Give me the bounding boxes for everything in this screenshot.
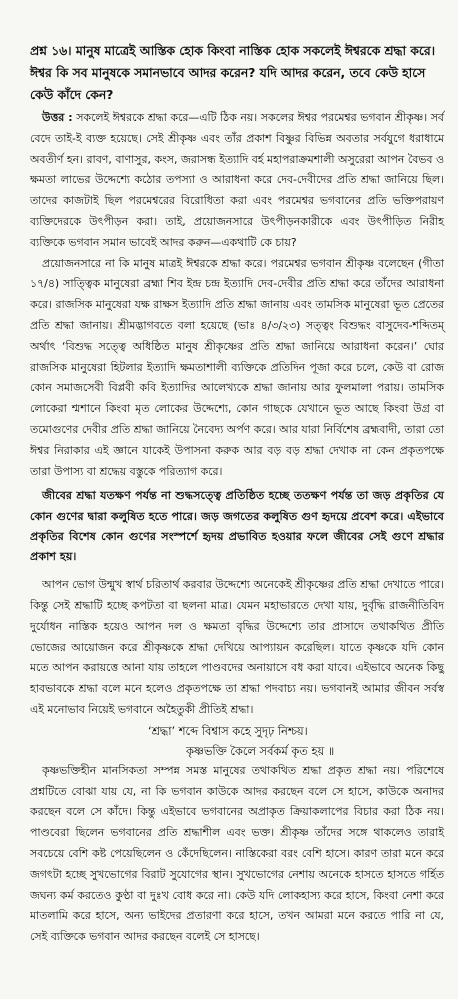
question-number: প্রশ্ন ১৬। — [30, 44, 72, 58]
question — [30, 40, 444, 106]
verse-line-1: ‘শ্রদ্ধা’ শব্দে বিশ্বাস কহে সুদৃঢ় নিশ্চয়। — [148, 723, 308, 738]
verse-line-2: কৃষ্ণভক্তি কৈলে সর্বকর্ম কৃত হয় ॥ — [186, 743, 335, 758]
answer-paragraph-1 — [30, 108, 444, 254]
question-text: মানুষ মাত্রেই আস্তিক হোক কিংবা নাস্তিক হোক সকলেই ঈশ্বরকে শ্রদ্ধা করে। ঈশ্বর কি সব মানুষকে সমানভাবে আদর করেন? যদি আদর করেন, তবে কেউ হাসে কেউ কাঁদে কেন? — [30, 44, 435, 102]
answer-paragraph-3: জীবের শ্রদ্ধা যতক্ষণ পর্যন্ত না শুদ্ধসত্ত্বে প্রতিষ্ঠিত হচ্ছে ততক্ষণ পর্যন্ত তা জড় প্রকৃতির যে কোন গুণের দ্বারা কলুষিত হতে পারে। জড় জগতের কলুষিত গুণ হৃদয়ে প্রবেশ করে। এইভাবে প্রকৃতির বিশেষ কোন গুণের সংস্পর্শে হৃদয় প্রভাবিত হওয়ার ফলে জীবের সেই গুণে শ্রদ্ধার প্রকাশ হয়। — [30, 489, 444, 563]
answer-paragraph-4: আপন ভোগ উন্মুখ স্বার্থ চরিতার্থ করবার উদ্দেশ্যে অনেকেই শ্রীকৃষ্ণের প্রতি শ্রদ্ধা দেখাতে পারে। কিন্তু সেই শ্রদ্ধাটি হচ্ছে কপটতা বা ছলনা মাত্র। যেমন মহাভারতে দেখা যায়, দুর্বৃদ্ধি রাজনীতিবিদ দুর্যোধন নাস্তিক হয়েও আপন দল ও ক্ষমতা বৃদ্ধির উদ্দেশ্যে তার প্রাসাদে তথাকথিত প্রীতি ভোজের আয়োজন করে শ্রীকৃষ্ণকে শ্রদ্ধা দেখিয়ে আপ্যায়ন করেছিল। যাতে কৃষ্ণকে যদি কোন মতে আপন করায়ত্তে আনা যায় তাহলে পাণ্ডবদের অনায়াসে বধ করা যাবে। এইভাবে অনেক কিছু হাবভাবকে শ্রদ্ধা বলে মনে হলেও প্রকৃতপক্ষে তা শ্রদ্ধা পদবাচ্য নয়। ভগবানই আমার জীবন সর্বস্ব এই মনোভাব নিয়েই ভগবানে অহৈতুকী প্রীতিই শ্রদ্ধা। — [30, 578, 444, 716]
answer-p1-text: সকলেই ঈশ্বরকে শ্রদ্ধা করে—এটি ঠিক নয়। সকলের ঈশ্বর পরমেশ্বর ভগবান শ্রীকৃষ্ণ। সর্ব বেদে তাই-ই ব্যক্ত হয়েছে। সেই শ্রীকৃষ্ণ এবং তাঁর প্রকাশ বিষ্ণুর বিভিন্ন অবতার সর্বযুগে ধরাধামে অবতীর্ণ হন। রাবণ, বাণাসুর, কংস, জরাসন্ধ ইত্যাদি বর্হ মহাপরাক্রমশালী অসুরেরা আপন বৈভব ও ক্ষমতা লাভের উদ্দেশ্যে কঠোর তপস্যা ও আরাধনা করে দেব-দেবীদের প্রতি শ্রদ্ধা জানিয়ে ছিল। তাদের কাজটাই ছিল পরমেশ্বরের বিরোধিতা করা এবং পরমেশ্বর ভগবানের প্রতি ভক্তিপরায়ণ ব্যক্তিদেরকে উৎপীড়ন করা। তাই, প্রয়োজনসারে উৎপীড়নকারীকে এবং উৎপীড়িত নিরীহ ব্যক্তিকে ভগবান সমান ভাবেই আদর করুন—একথাটি কে চায়? — [30, 111, 445, 249]
answer-paragraph-5: কৃষ্ণভক্তিহীন মানসিকতা সম্পন্ন সমস্ত মানুষের তথাকথিত শ্রদ্ধা প্রকৃত শ্রদ্ধা নয়। পরিশেষে প্রশ্নটিতে বোঝা যায় যে, না কি ভগবান কাউকে আদর করছেন বলে সে হাসে, কাউকে অনাদর করছেন বলে সে কাঁদে। কিন্তু এইভাবে ভগবানের অপ্রাকৃত ক্রিয়াকলাপের বিচার করা ঠিক নয়। পাণ্ডবেরা ছিলেন ভগবানের প্রতি শ্রদ্ধাশীল এবং ভক্ত। শ্রীকৃষ্ণ তাঁদের সঙ্গে থাকলেও তারাই সবচেয়ে বেশি কষ্ট পেয়েছিলেন ও কেঁদেছিলেন। নাস্তিকেরা বরং বেশি হাসে। কারণ তারা মনে করে জগৎটা হচ্ছে সুখভোগের বিরাট সুযোগের স্থান। সুখভোগের নেশায় অনেকে হাসতে হাসতে গর্হিত জঘন্য কর্ম করতেও কুণ্ঠা বা দুঃখ বোধ করে না। কেউ যদি লোকহাস্য করে হাসে, কিংবা নেশা করে মাতলামি করে হাসে, অন্য ভাইদের প্রতারণা করে হাসে, তখন আমরা মনে করতে পারি না যে, সেই ব্যক্তিকে ভগবান আদর করছেন বলেই সে হাসছে। — [30, 763, 444, 944]
answer-label: উত্তর : — [42, 111, 73, 124]
answer-paragraph-2: প্রয়োজনসারে না কি মানুষ মাত্রই ঈশ্বরকে শ্রদ্ধা করে। পরমেশ্বর ভগবান শ্রীকৃষ্ণ বলেছেন (গীতা ১৭/৪) সাত্ত্বিক মানুষেরা ব্রহ্মা শিব ইন্দ্র চন্দ্র ইত্যাদি দেব-দেবীর প্রতি শ্রদ্ধা করে তাঁদের আরাধনা করে। রাজসিক মানুষেরা যক্ষ রাক্ষস ইত্যাদি প্রতি শ্রদ্ধা জানায় এবং তামসিক মানুষেরা ভূত প্রেতের প্রতি শ্রদ্ধা জানায়। শ্রীমদ্ভাগবতে বলা হয়েছে (ভাঃ ৪/৩/২৩) সত্ত্বং বিশুদ্ধং বাসুদেব-শব্দিতম্ অর্থাৎ ‘বিশুদ্ধ সত্ত্বে অধিষ্ঠিত মানুষ শ্রীকৃষ্ণের প্রতি শ্রদ্ধা জানিয়ে আরাধনা করেন।’ ঘোর রাজসিক মানুষেরা হিটলার ইত্যাদি ক্ষমতাশালী ব্যক্তিকে প্রতিদিন পূজা করে চলে, কেউ বা রোজ কোন সমাজসেবী বিপ্লবী কবি ইত্যাদির আলেখ্যকে শ্রদ্ধা জানায় আর ফুলমালা পরায়। তামসিক লোকেরা শ্মশানে কিংবা মৃত লোকের উদ্দেশ্যে, কোন গাছকে যেখানে ভূত আছে কিংবা উগ্র বা তমোগুণের দেবীর প্রতি শ্রদ্ধা জানিয়ে নৈবেদ্য অর্পণ করে। আর যারা নির্বিশেষ ব্রহ্মবাদী, তারা তো ঈশ্বর নিরাকার এই জ্ঞানে যাকেই উপাসনা করুক আর বড় বড় শ্রদ্ধা দেখাক না কেন প্রকৃতপক্ষে তারা উপাস্য বা শ্রদ্ধেয় বস্তুকে পরিত্যাগ করে। — [30, 256, 444, 478]
